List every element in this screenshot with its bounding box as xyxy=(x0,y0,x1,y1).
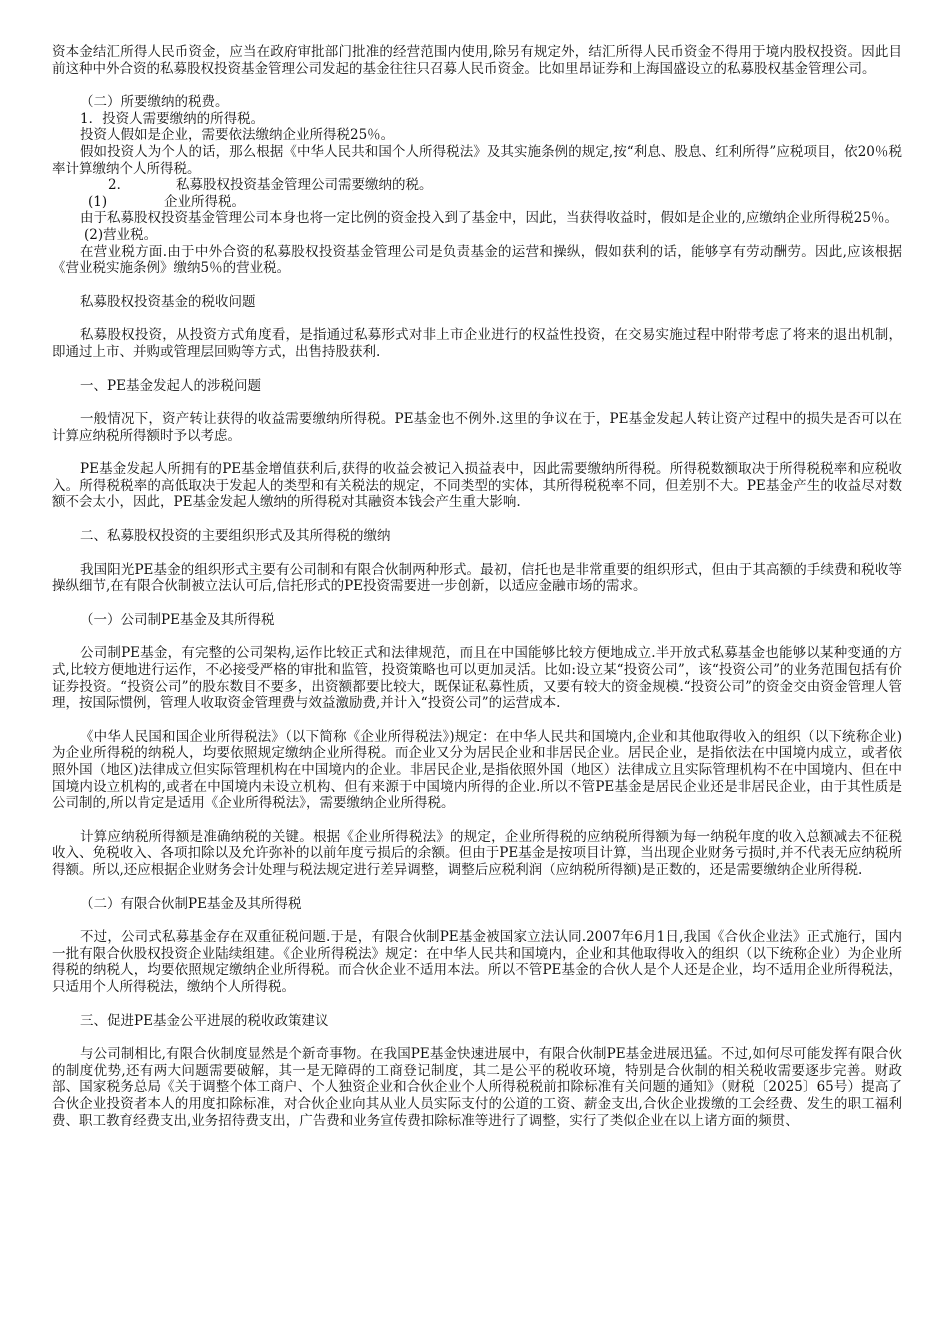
section-heading: （二）所要缴纳的税费。 xyxy=(80,94,229,111)
section-heading: （二）有限合伙制PE基金及其所得税 xyxy=(80,895,302,912)
section-heading: 二、私募股权投资的主要组织形式及其所得税的缴纳 xyxy=(80,528,391,545)
paragraph: 计算应纳税所得额是准确纳税的关键。根据《企业所得税法》的规定，企业所得税的应纳税所得额为每一纳税年度的收入总额减去不征税收入、免税收入、各项扣除以及允许弥补的以前年度亏损后的余额。但由于PE基金是按项目计算，当出现企业财务亏损时,并不代表无应纳税所得额。所以,还应根据企业财务会计处理与税法规定进行差异调整，调整后应税利润（应纳税所得额)是正数的，还是需要缴纳企业所得税. xyxy=(52,828,902,878)
paragraph: 投资人假如是企业，需要依法缴纳企业所得税25％。 xyxy=(80,127,395,144)
paragraph: 与公司制相比,有限合伙制度显然是个新奇事物。在我国PE基金快速进展中，有限合伙制PE基金进展迅猛。不过,如何尽可能发挥有限合伙的制度优势,还有两大问题需要破解，其一是无障碍的工商登记制度，其二是公平的税收环境，特别是合伙制的相关税收需要逐步完善。财政部、国家税务总局《关于调整个体工商户、个人独资企业和合伙企业个人所得税税前扣除标准有关问题的通知》（财税〔2025〕65号）提高了合伙企业投资者本人的用度扣除标准，对合伙企业向其从业人员实际支付的公道的工资、薪金支出,合伙企业拨缴的工会经费、发生的职工福利费、职工教育经费支出,业务招待费支出，广告费和业务宣传费扣除标准等进行了调整，实行了类似企业在以上诸方面的频贯、 xyxy=(52,1046,902,1129)
paragraph: 不过，公司式私募基金存在双重征税问题.于是，有限合伙制PE基金被国家立法认同.2007年6月1日,我国《合伙企业法》正式施行，国内一批有限合伙股权投资企业陆续组建。《企业所得税法》规定：在中华人民共和国境内，企业和其他取得收入的组织（以下统称企业）为企业所得税的纳税人，均要依照规定缴纳企业所得税。而合伙企业不适用本法。所以不管PE基金的合伙人是个人还是企业，均不适用企业所得税法，只适用个人所得税法，缴纳个人所得税。 xyxy=(52,929,902,995)
sub-heading: (2)营业税。 xyxy=(84,226,158,243)
paragraph: 我国阳光PE基金的组织形式主要有公司制和有限合伙制两种形式。最初，信托也是非常重要的组织形式，但由于其高额的手续费和税收等操纵细节,在有限合伙制被立法认可后,信托形式的PE投资需要进一步创新，以适应金融市场的需求。 xyxy=(52,561,902,595)
paragraph: 资本金结汇所得人民币资金，应当在政府审批部门批准的经营范围内使用,除另有规定外，结汇所得人民币资金不得用于境内股权投资。因此目前这种中外合资的私募股权投资基金管理公司发起的基金往往只召募人民币资金。比如里昂证券和上海国盛设立的私募股权基金管理公司。 xyxy=(52,44,902,77)
numbered-heading xyxy=(80,194,902,211)
heading-text: 私募股权投资基金管理公司需要缴纳的税。 xyxy=(176,177,433,194)
paragraph: 私募股权投资，从投资方式角度看，是指通过私募形式对非上市企业进行的权益性投资，在交易实施过程中附带考虑了将来的退出机制，即通过上市、并购或管理层回购等方式，出售持股获利. xyxy=(52,327,902,360)
document-page xyxy=(52,44,902,1129)
paragraph: 在营业税方面.由于中外合资的私募股权投资基金管理公司是负责基金的运营和操纵，假如获利的话，能够享有劳动酬劳。因此,应该根据《营业税实施条例》缴纳5％的营业税。 xyxy=(52,243,902,277)
paragraph: PE基金发起人所拥有的PE基金增值获利后,获得的收益会被记入损益表中，因此需要缴纳所得税。所得税数额取决于所得税税率和应税收入。所得税税率的高低取决于发起人的类型和有关税法的规定，不同类型的实体，其所得税税率不同，但差别不大。PE基金产生的收益尽对数额不会太小，因此，PE基金发起人缴纳的所得税对其融资本钱会产生重大影响. xyxy=(52,461,902,511)
section-title: 私募股权投资基金的税收问题 xyxy=(80,293,256,310)
number-label: 2． xyxy=(108,177,131,194)
paragraph: 一般情况下，资产转让获得的收益需要缴纳所得税。PE基金也不例外.这里的争议在于，PE基金发起人转让资产过程中的损失是否可以在计算应纳税所得额时予以考虑。 xyxy=(52,411,902,444)
number-label: (1) xyxy=(88,193,108,210)
heading-text: 企业所得税。 xyxy=(164,193,245,210)
paragraph: 公司制PE基金，有完整的公司架构,运作比较正式和法律规范，而且在中国能够比较方便地成立.半开放式私募基金也能够以某种变通的方式,比较方便地进行运作，不必接受严格的审批和监管，投资策略也可以更加灵活。比如:设立某“投资公司”，该“投资公司”的业务范围包括有价证券投资。“投资公司”的股东数目不要多，出资额都要比较大，既保证私募性质，又要有较大的资金规模.“投资公司”的资金交由资金管理人管理，按国际惯例，管理人收取资金管理费与效益激励费,并计入“投资公司”的运营成本. xyxy=(52,645,902,712)
paragraph: 由于私募股权投资基金管理公司本身也将一定比例的资金投入到了基金中，因此，当获得收益时，假如是企业的,应缴纳企业所得税25％。 xyxy=(80,210,898,227)
numbered-heading xyxy=(52,177,902,194)
section-heading: 一、PE基金发起人的涉税问题 xyxy=(80,377,261,394)
paragraph: 假如投资人为个人的话，那么根据《中华人民共和国个人所得税法》及其实施条例的规定,按“利息、股息、红利所得”应税项目，依20％税率计算缴纳个人所得税。 xyxy=(52,143,902,177)
section-heading: （一）公司制PE基金及其所得税 xyxy=(80,611,275,628)
paragraph: 《中华人民国和国企业所得税法》（以下简称《企业所得税法》)规定：在中华人民共和国境内,企业和其他取得收入的组织（以下统称企业)为企业所得税的纳税人，均要依照规定缴纳企业所得税。而企业又分为居民企业和非居民企业。居民企业，是指依法在中国境内成立，或者依照外国（地区)法律成立但实际管理机构在中国境内的企业。非居民企业,是指依照外国（地区）法律成立且实际管理机构不在中国境内、但在中国境内设立机构的,或者在中国境内未设立机构、但有来源于中国境内所得的企业.所以不管PE基金是居民企业还是非居民企业，由于其性质是公司制的,所以肯定是适用《企业所得税法》，需要缴纳企业所得税。 xyxy=(52,728,902,812)
section-heading: 三、促进PE基金公平进展的税收政策建议 xyxy=(80,1012,329,1029)
paragraph: 1．投资人需要缴纳的所得税。 xyxy=(80,110,265,127)
